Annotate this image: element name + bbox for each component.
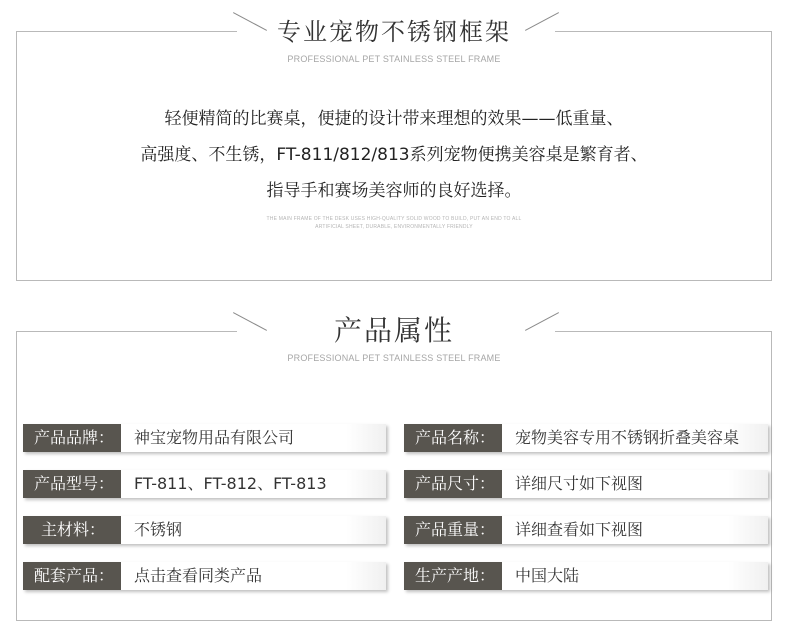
attribute-label: 生产产地： — [404, 562, 502, 590]
description-line: 高强度、不生锈，FT-811/812/813系列宠物便携美容桌是繁育者、 — [140, 145, 648, 165]
attribute-related-products[interactable] — [23, 562, 386, 590]
attribute-label: 产品重量： — [404, 516, 502, 544]
attribute-value: 宠物美容专用不锈钢折叠美容桌 — [502, 424, 768, 452]
description-line: 指导手和赛场美容师的良好选择。 — [266, 181, 522, 201]
attribute-label: 产品品牌： — [23, 424, 121, 452]
attribute-label: 产品名称： — [404, 424, 502, 452]
attribute-label: 产品尺寸： — [404, 470, 502, 498]
fine-print-line: THE MAIN FRAME OF THE DESK USES HIGH-QUALITY SOLID WOOD TO BUILD, PUT AN END TO ALL — [266, 216, 522, 222]
attribute-model — [23, 470, 386, 498]
attribute-value: 详细查看如下视图 — [502, 516, 768, 544]
product-description — [17, 101, 771, 209]
attribute-value: 中国大陆 — [502, 562, 768, 590]
attribute-label: 产品型号： — [23, 470, 121, 498]
attribute-label: 主材料： — [23, 516, 121, 544]
attribute-value: FT-811、FT-812、FT-813 — [121, 470, 386, 498]
fine-print-line: ARTIFICIAL SHEET, DURABLE, ENVIRONMENTALLY FRIENDLY — [315, 224, 473, 230]
attribute-label: 配套产品： — [23, 562, 121, 590]
intro-panel — [16, 18, 772, 281]
attribute-value: 神宝宠物用品有限公司 — [121, 424, 386, 452]
section-title: 专业宠物不锈钢框架 — [277, 18, 511, 46]
attribute-value: 详细尺寸如下视图 — [502, 470, 768, 498]
section-title: 产品属性 — [333, 314, 454, 347]
attribute-material — [23, 516, 386, 544]
attribute-product-name — [404, 424, 768, 452]
section-subtitle: PROFESSIONAL PET STAINLESS STEEL FRAME — [287, 54, 501, 64]
fine-print — [17, 215, 771, 231]
attribute-value: 不锈钢 — [121, 516, 386, 544]
attribute-brand — [23, 424, 386, 452]
related-products-link[interactable]: 点击查看同类产品 — [121, 562, 386, 590]
description-line: 轻便精简的比赛桌，便捷的设计带来理想的效果——低重量、 — [164, 109, 624, 129]
attribute-size — [404, 470, 768, 498]
attribute-origin — [404, 562, 768, 590]
attribute-weight — [404, 516, 768, 544]
section-subtitle: PROFESSIONAL PET STAINLESS STEEL FRAME — [287, 353, 501, 363]
